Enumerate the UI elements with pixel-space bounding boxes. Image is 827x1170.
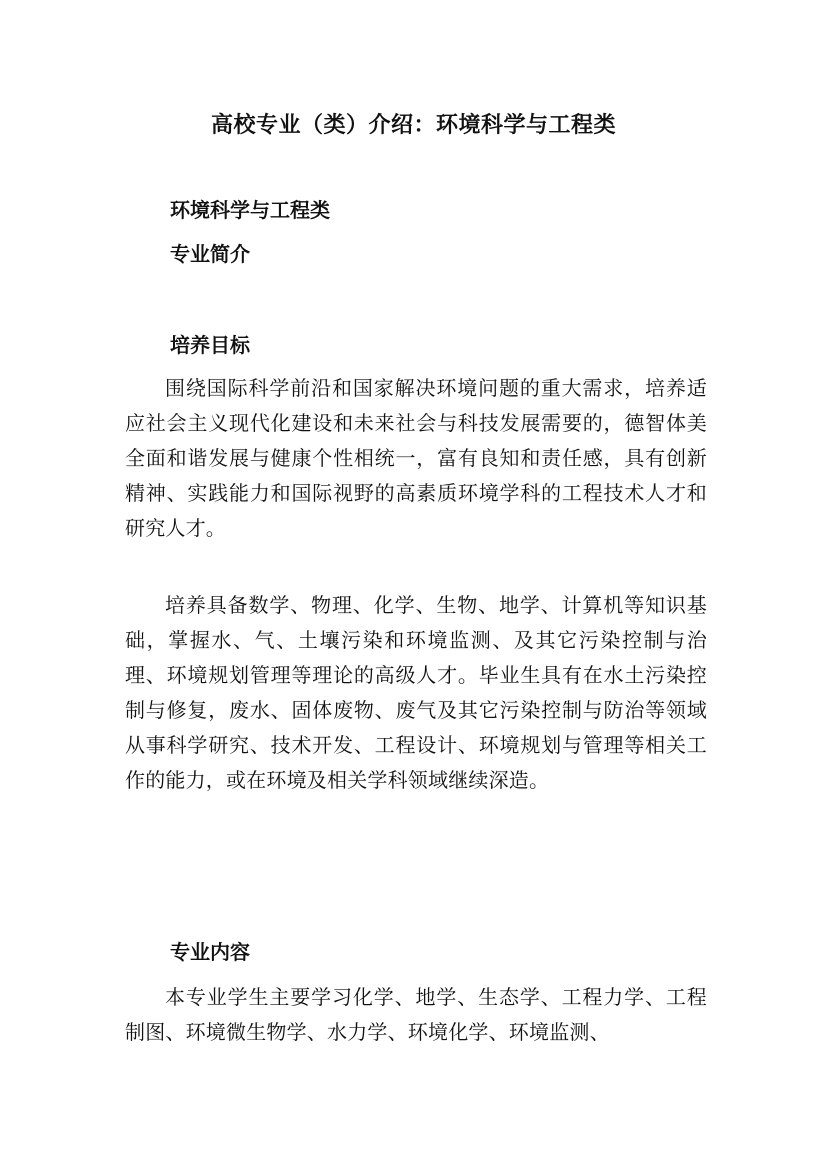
goals-heading: 培养目标 [170, 333, 250, 357]
intro-heading: 专业简介 [170, 242, 250, 266]
content-heading: 专业内容 [170, 940, 250, 964]
category-heading: 环境科学与工程类 [170, 198, 330, 222]
document-title: 高校专业（类）介绍：环境科学与工程类 [210, 113, 616, 138]
goals-paragraph-1: 围绕国际科学前沿和国家解决环境问题的重大需求，培养适应社会主义现代化建设和未来社会与科技发展需要的，德智体美全面和谐发展与健康个性相统一，富有良知和责任感，具有创新精神、实践能力和国际视野的高素质环境学科的工程技术人才和研究人才。 [125, 376, 707, 540]
goals-paragraph-2: 培养具备数学、物理、化学、生物、地学、计算机等知识基础，掌握水、气、土壤污染和环境监测、及其它污染控制与治理、环境规划管理等理论的高级人才。毕业生具有在水土污染控制与修复，废水、固体废物、废气及其它污染控制与防治等领域从事科学研究、技术开发、工程设计、环境规划与管理等相关工作的能力，或在环境及相关学科领域继续深造。 [125, 593, 707, 792]
content-paragraph-1: 本专业学生主要学习化学、地学、生态学、工程力学、工程制图、环境微生物学、水力学、环境化学、环境监测、 [125, 985, 707, 1044]
